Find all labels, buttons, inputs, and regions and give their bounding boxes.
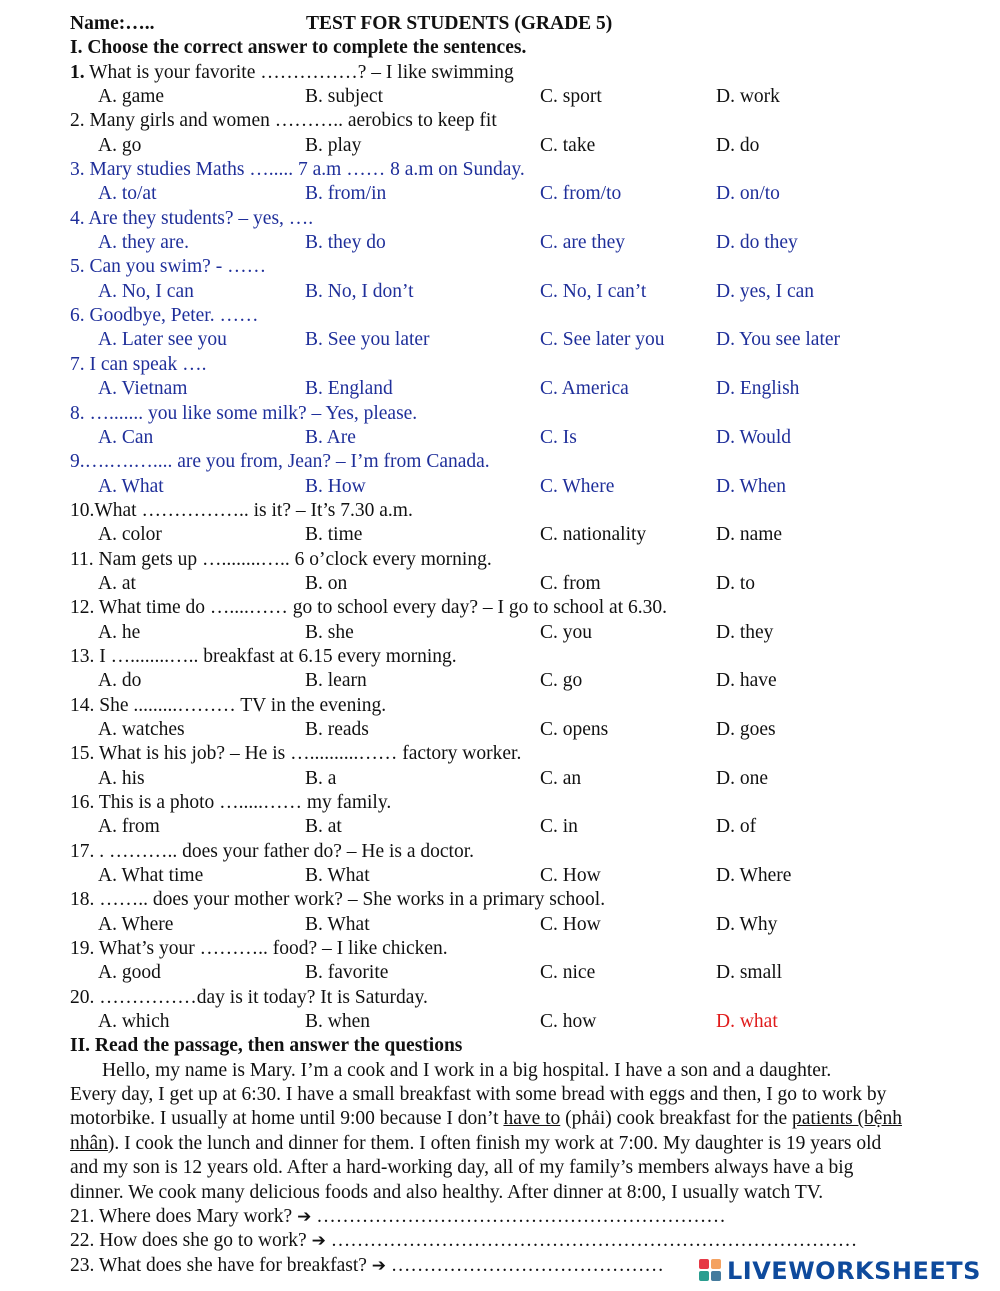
- answer-options: [70, 767, 985, 791]
- question-5: [70, 255, 985, 279]
- question-2: [70, 109, 985, 133]
- option-b[interactable]: B. play: [305, 134, 362, 156]
- option-c[interactable]: C. how: [540, 1011, 597, 1033]
- option-c[interactable]: C. opens: [540, 718, 609, 740]
- option-a[interactable]: A. his: [98, 767, 145, 789]
- question-text: 5. Can you swim? - ……: [70, 256, 267, 278]
- reading-passage: [70, 1059, 980, 1205]
- question-text: 3. Mary studies Maths …..... 7 a.m …… 8 a.m on Sunday.: [70, 159, 525, 181]
- question-17: [70, 840, 985, 864]
- option-b[interactable]: B. Are: [305, 426, 356, 448]
- student-name-label: Name:…..: [70, 13, 155, 34]
- arrow-icon: ➔: [311, 1231, 326, 1252]
- test-title: TEST FOR STUDENTS (GRADE 5): [306, 13, 613, 34]
- option-a[interactable]: A. Later see you: [98, 329, 227, 351]
- question-4: [70, 207, 985, 231]
- option-d[interactable]: D. to: [716, 572, 755, 594]
- option-c[interactable]: C. nice: [540, 962, 596, 984]
- option-c[interactable]: C. an: [540, 767, 582, 789]
- question-10: [70, 499, 985, 523]
- option-c[interactable]: C. America: [540, 378, 629, 400]
- section2-heading: II. Read the passage, then answer the questions: [70, 1035, 463, 1057]
- passage-line: dinner. We cook many delicious foods and also healthy. After dinner at 8:00, I usually watch TV.: [70, 1181, 824, 1203]
- option-b[interactable]: B. See you later: [305, 329, 430, 351]
- option-a[interactable]: A. Vietnam: [98, 378, 188, 400]
- option-d[interactable]: D. one: [716, 767, 768, 789]
- option-b[interactable]: B. England: [305, 378, 393, 400]
- question-number: 1.: [70, 61, 85, 83]
- passage-line: and my son is 12 years old. After a hard-working day, all of my family’s members always have a big: [70, 1157, 854, 1179]
- question-text: 23. What does she have for breakfast?: [70, 1254, 372, 1276]
- question-6: [70, 304, 985, 328]
- underlined-phrase: nhân: [70, 1132, 108, 1154]
- question-text: 8. …....... you like some milk? – Yes, please.: [70, 402, 418, 424]
- option-c[interactable]: C. take: [540, 134, 596, 156]
- underlined-phrase: patients (bệnh: [792, 1108, 902, 1130]
- passage-line: [70, 1107, 980, 1131]
- option-c[interactable]: C. Is: [540, 426, 577, 448]
- option-c[interactable]: C. from/to: [540, 183, 622, 205]
- question-text: 22. How does she go to work?: [70, 1230, 312, 1252]
- answer-options: [70, 377, 985, 401]
- answer-options: [70, 85, 985, 109]
- option-b[interactable]: B. favorite: [305, 962, 389, 984]
- option-c[interactable]: C. go: [540, 670, 583, 692]
- logo-text: LIVEWORKSHEETS: [727, 1257, 981, 1285]
- question-text: 17. . ……….. does your father do? – He is a doctor.: [70, 840, 474, 862]
- liveworksheets-logo[interactable]: [697, 1256, 981, 1286]
- passage-text: motorbike. I usually at home until 9:00 because I don’t: [70, 1108, 504, 1130]
- answer-options: [70, 1010, 985, 1034]
- question-21: [70, 1205, 985, 1229]
- question-text: 19. What’s your ……….. food? – I like chicken.: [70, 938, 448, 960]
- question-text: 2. Many girls and women ……….. aerobics to keep fit: [70, 110, 497, 132]
- option-d[interactable]: D. of: [716, 816, 757, 838]
- answer-options: [70, 328, 985, 352]
- answer-options: [70, 426, 985, 450]
- question-text: 7. I can speak ….: [70, 353, 207, 375]
- option-b[interactable]: B. at: [305, 816, 342, 838]
- option-d[interactable]: D. Where: [716, 865, 792, 887]
- option-a[interactable]: A. game: [98, 86, 165, 108]
- option-a[interactable]: A. he: [98, 621, 141, 643]
- answer-options: [70, 182, 985, 206]
- option-d[interactable]: D. English: [716, 378, 800, 400]
- question-text: 21. Where does Mary work?: [70, 1205, 298, 1227]
- answer-blank[interactable]: ………………………………………………………………………: [325, 1230, 858, 1252]
- option-a[interactable]: A. Where: [98, 913, 174, 935]
- option-a[interactable]: A. go: [98, 134, 142, 156]
- worksheet-page: [70, 12, 985, 1278]
- option-d[interactable]: D. goes: [716, 718, 776, 740]
- option-b[interactable]: B. time: [305, 524, 363, 546]
- option-b[interactable]: B. What: [305, 913, 370, 935]
- question-13: [70, 645, 985, 669]
- question-text: 11. Nam gets up …........….. 6 o’clock every morning.: [70, 548, 492, 570]
- passage-line: Hello, my name is Mary. I’m a cook and I work in a big hospital. I have a son and a daughter.: [102, 1059, 832, 1081]
- option-a[interactable]: A. they are.: [98, 232, 189, 254]
- question-22: [70, 1229, 985, 1253]
- question-15: [70, 742, 985, 766]
- answer-options: [70, 231, 985, 255]
- question-8: [70, 402, 985, 426]
- option-c[interactable]: C. you: [540, 621, 593, 643]
- option-a[interactable]: A. color: [98, 524, 162, 546]
- liveworksheets-logo-icon: [699, 1259, 723, 1283]
- option-b[interactable]: B. they do: [305, 232, 386, 254]
- underlined-phrase: have to: [503, 1108, 561, 1130]
- answer-options: [70, 621, 985, 645]
- option-b[interactable]: B. on: [305, 572, 348, 594]
- option-b[interactable]: B. she: [305, 621, 354, 643]
- option-b[interactable]: B. No, I don’t: [305, 280, 414, 302]
- option-b[interactable]: B. What: [305, 865, 370, 887]
- logo-square: [711, 1271, 721, 1281]
- option-a[interactable]: A. watches: [98, 718, 185, 740]
- passage-text: ). I cook the lunch and dinner for them. I often finish my work at 7:00. My daughter is 19 years old: [107, 1132, 882, 1154]
- question-text: 20. ……………day is it today? It is Saturday.: [70, 986, 428, 1008]
- option-c[interactable]: C. in: [540, 816, 578, 838]
- option-c[interactable]: C. See later you: [540, 329, 665, 351]
- option-c[interactable]: C. No, I can’t: [540, 280, 647, 302]
- answer-options: [70, 961, 985, 985]
- option-b[interactable]: B. reads: [305, 718, 369, 740]
- option-b[interactable]: B. How: [305, 475, 366, 497]
- question-text: 13. I …........….. breakfast at 6.15 every morning.: [70, 645, 457, 667]
- question-18: [70, 888, 985, 912]
- option-a[interactable]: A. No, I can: [98, 280, 194, 302]
- option-c[interactable]: C. How: [540, 913, 601, 935]
- option-a[interactable]: A. from: [98, 816, 160, 838]
- answer-options: [70, 572, 985, 596]
- question-text: 10.What …………….. is it? – It’s 7.30 a.m.: [70, 499, 413, 521]
- answer-options: [70, 913, 985, 937]
- option-b[interactable]: B. when: [305, 1011, 370, 1033]
- option-d[interactable]: D. Why: [716, 913, 778, 935]
- option-a[interactable]: A. which: [98, 1011, 170, 1033]
- option-b[interactable]: B. from/in: [305, 183, 387, 205]
- question-14: [70, 694, 985, 718]
- option-d[interactable]: D. yes, I can: [716, 280, 815, 302]
- option-d[interactable]: D. they: [716, 621, 774, 643]
- answer-options: [70, 134, 985, 158]
- option-b[interactable]: B. subject: [305, 86, 383, 108]
- option-a[interactable]: A. to/at: [98, 183, 157, 205]
- question-3: [70, 158, 985, 182]
- question-9: [70, 450, 985, 474]
- option-d[interactable]: D. Would: [716, 426, 791, 448]
- option-b[interactable]: B. a: [305, 767, 337, 789]
- question-12: [70, 596, 985, 620]
- question-text: 14. She .........……… TV in the evening.: [70, 694, 387, 716]
- option-c[interactable]: C. nationality: [540, 524, 647, 546]
- answer-options: [70, 280, 985, 304]
- option-d[interactable]: D. what: [716, 1011, 778, 1033]
- option-d[interactable]: D. work: [716, 86, 780, 108]
- option-a[interactable]: A. What: [98, 475, 164, 497]
- option-a[interactable]: A. at: [98, 572, 136, 594]
- question-20: [70, 986, 985, 1010]
- option-a[interactable]: A. good: [98, 962, 161, 984]
- question-text: 15. What is his job? – He is …..........…… factory worker.: [70, 743, 522, 765]
- question-text: 16. This is a photo ….....…… my family.: [70, 792, 392, 813]
- section1-heading: I. Choose the correct answer to complete the sentences.: [70, 37, 527, 59]
- option-d[interactable]: D. You see later: [716, 329, 841, 351]
- option-a[interactable]: A. What time: [98, 865, 204, 887]
- arrow-icon: ➔: [297, 1206, 312, 1227]
- option-b[interactable]: B. learn: [305, 670, 367, 692]
- question-text: 18. …….. does your mother work? – She works in a primary school.: [70, 889, 606, 911]
- answer-options: [70, 475, 985, 499]
- answer-options: [70, 669, 985, 693]
- question-19: [70, 937, 985, 961]
- question-7: [70, 353, 985, 377]
- answer-blank[interactable]: ………………………………………………………: [311, 1205, 726, 1227]
- option-d[interactable]: D. When: [716, 475, 787, 497]
- option-a[interactable]: A. Can: [98, 426, 154, 448]
- option-d[interactable]: D. do they: [716, 232, 798, 254]
- arrow-icon: ➔: [371, 1255, 387, 1276]
- answer-options: [70, 523, 985, 547]
- question-text: 9.….….….... are you from, Jean? – I’m from Canada.: [70, 451, 490, 473]
- option-c[interactable]: C. from: [540, 572, 601, 594]
- option-d[interactable]: D. have: [716, 670, 777, 692]
- option-c[interactable]: C. How: [540, 865, 601, 887]
- question-list: [70, 61, 985, 1035]
- logo-square: [699, 1271, 709, 1281]
- answer-blank[interactable]: ……………………………………: [386, 1254, 664, 1276]
- option-d[interactable]: D. do: [716, 134, 760, 156]
- passage-text: (phải) cook breakfast for the: [560, 1108, 793, 1130]
- question-text: 6. Goodbye, Peter. ……: [70, 305, 259, 327]
- question-text: 4. Are they students? – yes, ….: [70, 207, 314, 229]
- logo-square: [711, 1259, 721, 1269]
- question-text: 12. What time do …....…… go to school every day? – I go to school at 6.30.: [70, 597, 667, 619]
- option-a[interactable]: A. do: [98, 670, 142, 692]
- option-c[interactable]: C. Where: [540, 475, 615, 497]
- passage-line: [70, 1132, 980, 1156]
- answer-options: [70, 864, 985, 888]
- option-d[interactable]: D. on/to: [716, 183, 780, 205]
- header-line: [70, 12, 985, 36]
- option-c[interactable]: C. are they: [540, 232, 626, 254]
- option-d[interactable]: D. name: [716, 524, 783, 546]
- passage-line: Every day, I get up at 6:30. I have a small breakfast with some bread with eggs and then, I go to work by: [70, 1084, 887, 1106]
- question-1: [70, 61, 985, 85]
- question-11: [70, 548, 985, 572]
- option-d[interactable]: D. small: [716, 962, 783, 984]
- answer-options: [70, 815, 985, 839]
- question-text: What is your favorite ……………? – I like swimming: [84, 61, 514, 83]
- question-16: [70, 791, 985, 815]
- answer-options: [70, 718, 985, 742]
- option-c[interactable]: C. sport: [540, 86, 602, 108]
- logo-square: [699, 1259, 709, 1269]
